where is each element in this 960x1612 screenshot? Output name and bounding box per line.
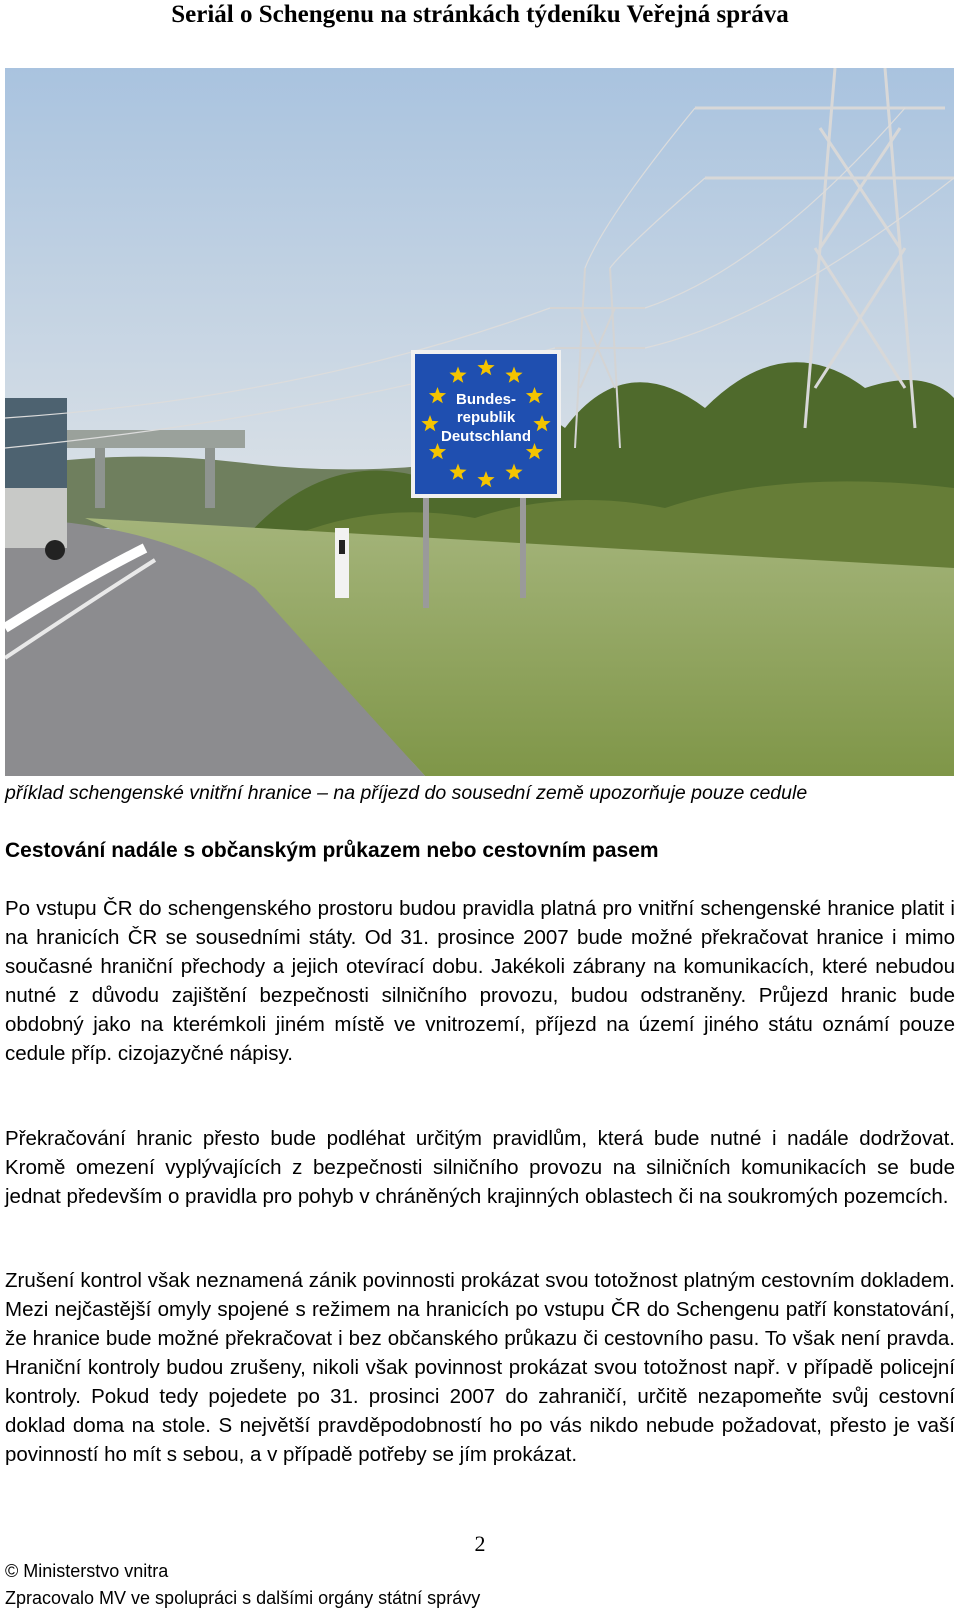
footer-copyright: © Ministerstvo vnitra: [5, 1561, 169, 1581]
footer-credit: Zpracovalo MV ve spolupráci s dalšími orgány státní správy: [5, 1588, 481, 1608]
road-marker-post: [335, 528, 349, 598]
border-sign-photo: [5, 68, 954, 776]
page-header-title: Seriál o Schengenu na stránkách týdeníku Veřejná správa: [171, 1, 789, 28]
section-heading: Cestování nadále s občanským průkazem nebo cestovním pasem: [5, 839, 659, 862]
sign-post-right: [520, 488, 526, 598]
border-sign: [411, 350, 561, 498]
sign-text-line-2: republik: [456, 409, 516, 426]
sign-text-line-3: Deutschland: [440, 428, 532, 445]
paragraph-3: Zrušení kontrol však neznamená zánik povinnosti prokázat svou totožnost platným cestovním dokladem. Mezi nejčastější omyly spojené s režimem na hranicích po vstupu ČR do Schengenu patří konstatování, že hranice bude možné překračovat i bez občanského průkazu či cestovního pasu. To však není pravda. Hraniční kontroly budou zrušeny, nikoli však povinnost prokázat svou totožnost např. v případě policejní kontroly. Pokud tedy pojedete po 31. prosinci 2007 do zahraničí, určitě nezapomeňte svůj cestovní doklad doma na stole. S největší pravděpodobností ho po vás nikdo nebude požadovat, přesto je vaší povinností ho mít s sebou, a v případě potřeby se jím prokázat.: [5, 1269, 955, 1466]
paragraph-1: Po vstupu ČR do schengenského prostoru budou pravidla platná pro vnitřní schengenské hranice platit i na hranicích ČR se sousedními státy. Od 31. prosince 2007 bude možné překračovat hranice i mimo současné hraniční přechody a jejich otevírací dobu. Jakékoli zábrany na komunikacích, které nebudou nutné z důvodu zajištění bezpečnosti silničního provozu, budou odstraněny. Průjezd hranic bude obdobný jako na kterémkoli jiném místě ve vnitrozemí, příjezd na území jiného státu oznámí pouze cedule příp. cizojazyčné nápisy.: [5, 897, 955, 1065]
sign-text-line-1: Bundes-: [456, 391, 516, 408]
page-number: 2: [474, 1531, 486, 1556]
photo-caption: příklad schengenské vnitřní hranice – na příjezd do sousední země upozorňuje pouze cedule: [5, 782, 808, 804]
paragraph-2: Překračování hranic přesto bude podléhat určitým pravidlům, která bude nutné i nadále dodržovat. Kromě omezení vyplývajících z bezpečnosti silničního provozu na silničních komunikacích se bude jednat především o pravidla pro pohyb v chráněných krajinných oblastech či na soukromých pozemcích.: [5, 1127, 955, 1208]
sign-post-left: [423, 488, 429, 608]
bridge: [65, 430, 245, 448]
